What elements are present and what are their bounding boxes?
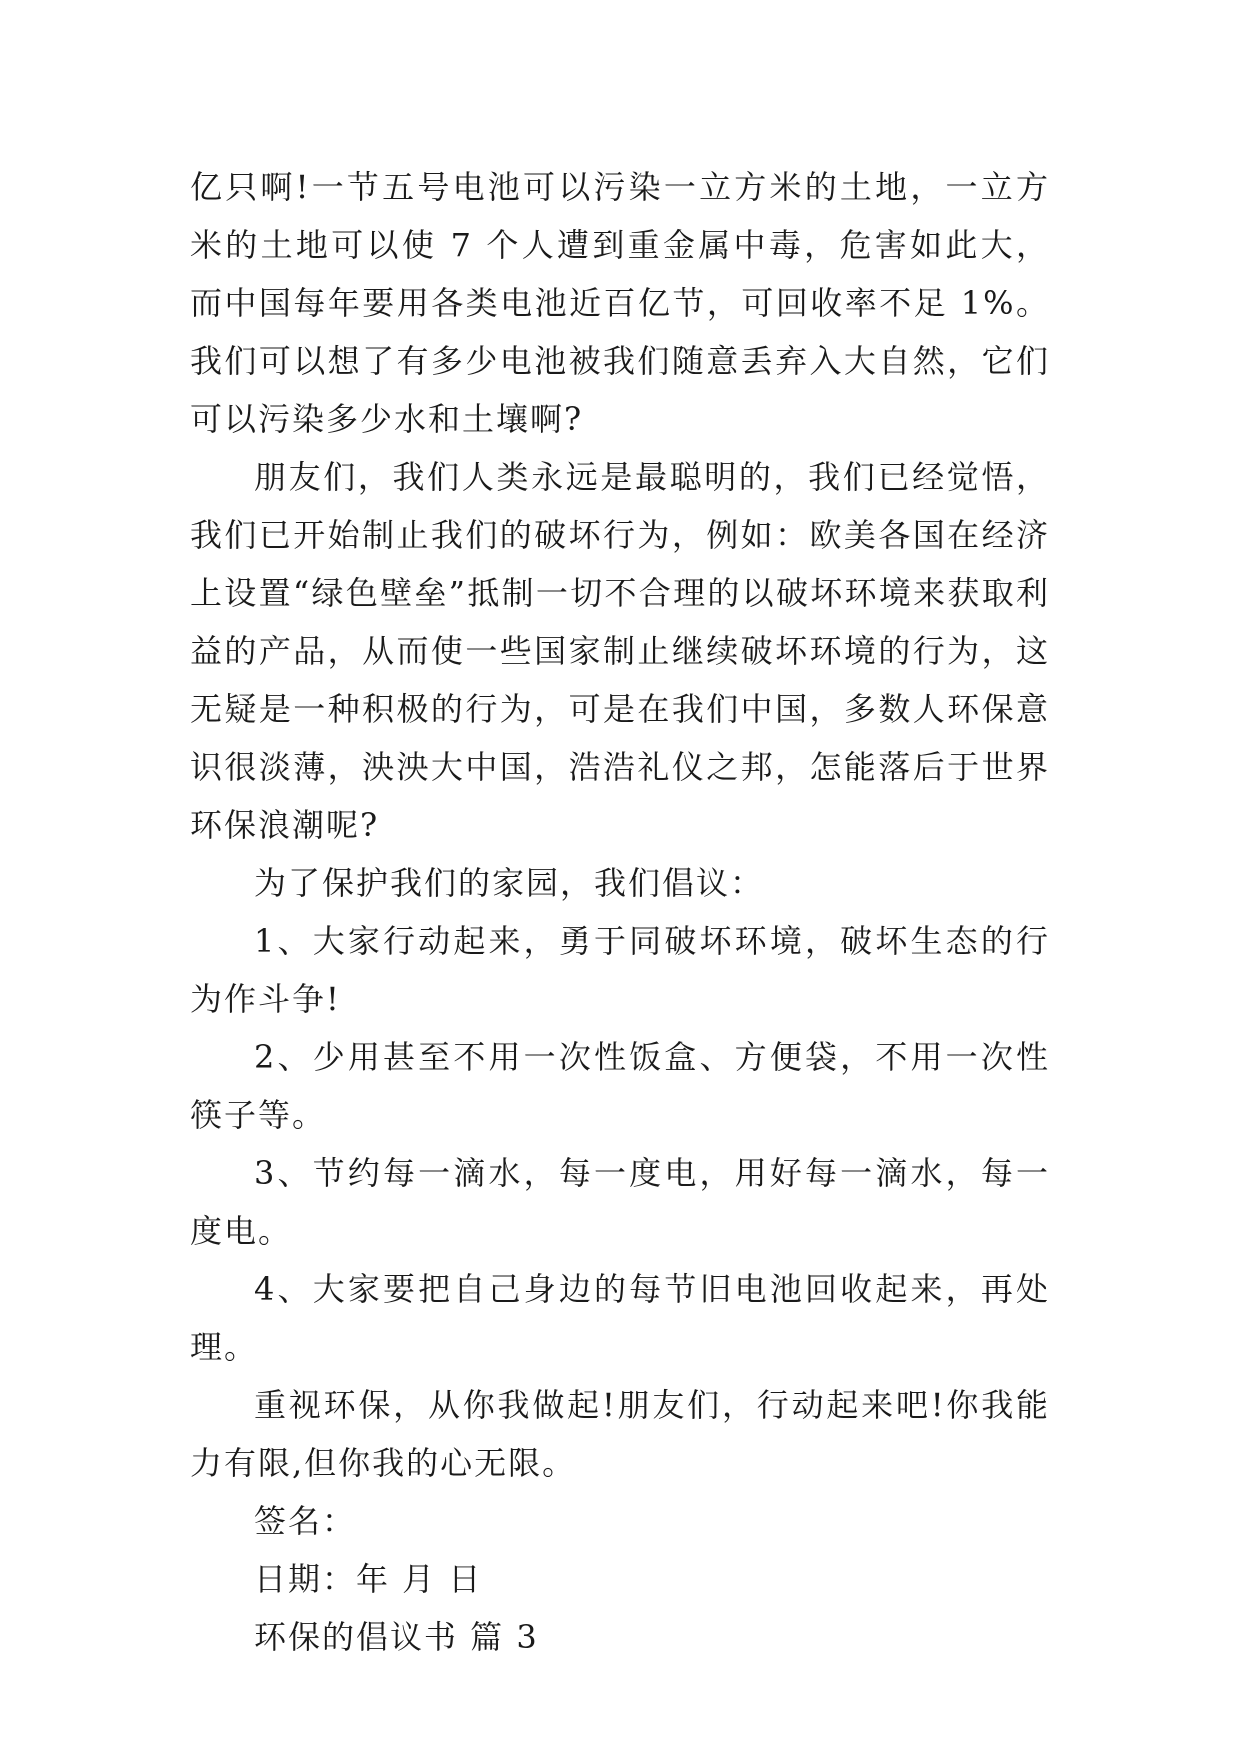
paragraph-friends-awareness: 朋友们，我们人类永远是最聪明的，我们已经觉悟，我们已开始制止我们的破坏行为，例如：欧美各国在经济上设置“绿色壁垒”抵制一切不合理的以破坏环境来获取利益的产品，从而使一些国家制止继续破坏环境的行为，这无疑是一种积极的行为，可是在我们中国，多数人环保意识很淡薄，泱泱大中国，浩浩礼仪之邦，怎能落后于世界环保浪潮呢? — [190, 458, 1050, 844]
paragraph-closing: 重视环保，从你我做起!朋友们，行动起来吧!你我能力有限,但你我的心无限。 — [190, 1386, 1050, 1482]
signature-line: 签名： — [254, 1502, 357, 1540]
paragraph-item-1: 1、大家行动起来，勇于同破坏环境，破坏生态的行为作斗争! — [190, 922, 1050, 1018]
paragraph-item-3: 3、节约每一滴水，每一度电，用好每一滴水，每一度电。 — [190, 1154, 1050, 1250]
paragraph-proposal-intro: 为了保护我们的家园，我们倡议： — [254, 864, 765, 902]
paragraph-item-4: 4、大家要把自己身边的每节旧电池回收起来，再处理。 — [190, 1270, 1050, 1366]
section-heading: 环保的倡议书 篇 3 — [254, 1618, 539, 1656]
document-body — [190, 158, 1050, 1666]
paragraph-battery-pollution: 亿只啊!一节五号电池可以污染一立方米的土地，一立方米的土地可以使 7 个人遭到重金属中毒，危害如此大，而中国每年要用各类电池近百亿节，可回收率不足 1%。我们可以想了有多少电池被我们随意丢弃入大自然，它们可以污染多少水和土壤啊? — [190, 168, 1050, 438]
date-line: 日期：年 月 日 — [254, 1560, 483, 1598]
paragraph-item-2: 2、少用甚至不用一次性饭盒、方便袋，不用一次性筷子等。 — [190, 1038, 1050, 1134]
